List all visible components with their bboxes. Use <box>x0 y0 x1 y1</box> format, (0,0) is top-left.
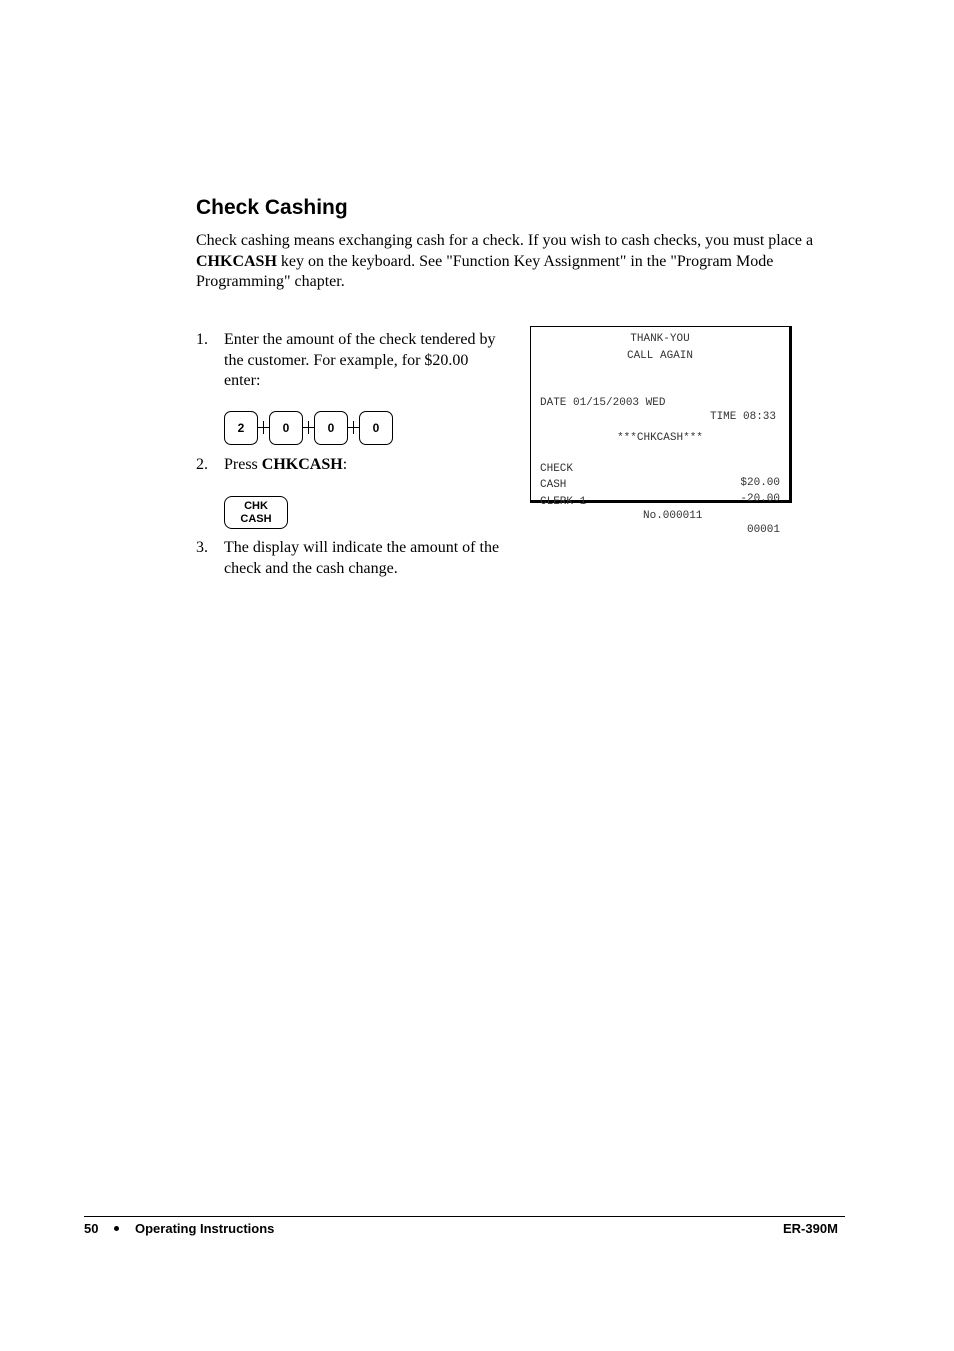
receipt-cash-label: CASH <box>540 479 567 491</box>
key-0: 0 <box>269 411 303 445</box>
receipt-check-value: $20.00 <box>740 477 780 489</box>
step-text: Press CHKCASH: <box>224 456 348 473</box>
chkcash-key-line2: CASH <box>240 512 272 525</box>
key-0: 0 <box>314 411 348 445</box>
footer-section: Operating Instructions <box>135 1221 275 1236</box>
chkcash-key-line1: CHK <box>244 499 268 512</box>
receipt-header-call-again: CALL AGAIN <box>626 350 693 362</box>
bullet-icon <box>114 1226 119 1231</box>
step-number: 2. <box>196 456 208 473</box>
receipt <box>530 326 792 536</box>
footer-model: ER-390M <box>783 1221 838 1236</box>
receipt-date-line <box>540 382 780 423</box>
receipt-clerk: CLERK 1 <box>540 496 587 508</box>
chkcash-key <box>224 496 288 529</box>
key-2: 2 <box>224 411 258 445</box>
receipt-header-thank-you: THANK-YOU <box>630 333 690 345</box>
step-text: Enter the amount of the check tendered by the customer. For example, for $20.00 enter: <box>224 331 496 389</box>
page-number: 50 <box>84 1221 99 1236</box>
section-title: Check Cashing <box>196 196 348 219</box>
step-number: 1. <box>196 331 208 348</box>
receipt-code: 00001 <box>746 524 780 536</box>
step-number: 3. <box>196 539 208 556</box>
receipt-cash-value: -20.00 <box>740 493 780 505</box>
intro-paragraph: Check cashing means exchanging cash for a check. If you wish to cash checks, you must place a CHKCASH key on the keyboard. See "Function Key Assignment" in the "Program Mode Programming" chapter. <box>196 232 814 290</box>
key-0: 0 <box>359 411 393 445</box>
chkcash-key-name: CHKCASH <box>196 252 277 270</box>
receipt-title: ***CHKCASH*** <box>617 432 703 444</box>
receipt-date: DATE 01/15/2003 WED <box>540 397 666 409</box>
receipt-check-label: CHECK <box>540 463 574 475</box>
key-sequence <box>224 411 404 445</box>
footer-rule <box>84 1216 845 1217</box>
receipt-number: No.000011 <box>643 510 703 522</box>
receipt-time: TIME 08:33 <box>709 411 776 423</box>
step-text: The display will indicate the amount of the check and the cash change. <box>224 539 500 577</box>
